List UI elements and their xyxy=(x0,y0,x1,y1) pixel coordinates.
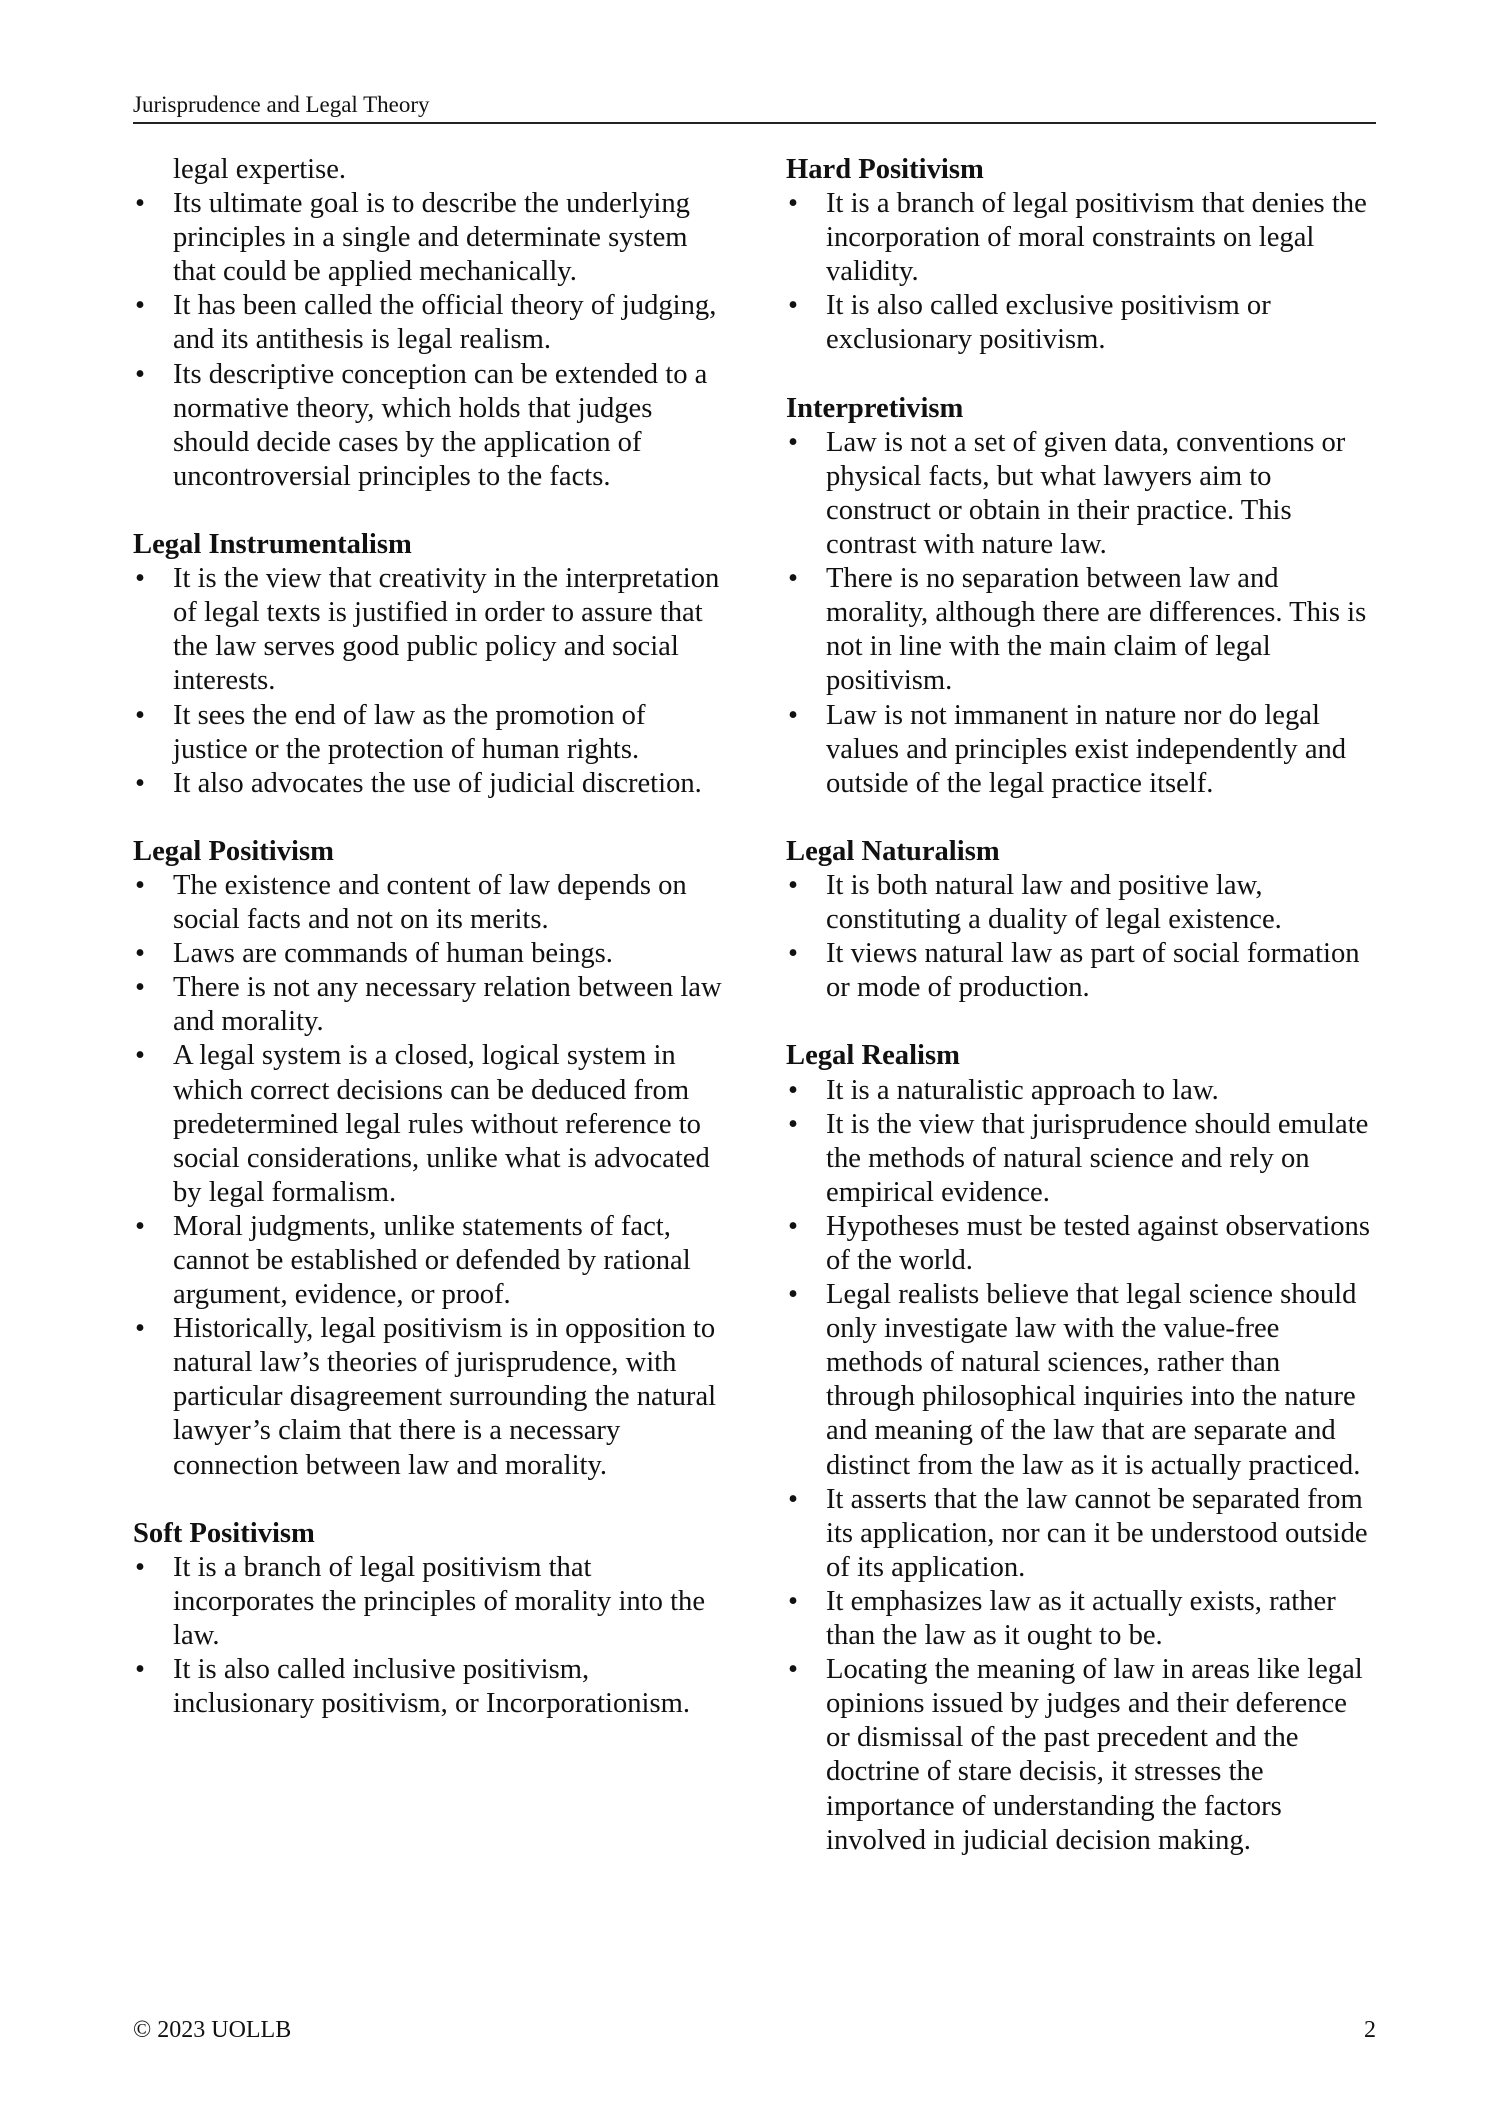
bullet-item: • It is the view that jurisprudence should emulate the methods of natural science and rely on empirical evidence. xyxy=(786,1108,1376,1210)
section-heading: Legal Realism xyxy=(786,1040,960,1072)
section-heading: Legal Instrumentalism xyxy=(133,529,412,561)
copyright-text: © 2023 UOLLB xyxy=(133,2017,292,2043)
section-soft-positivism xyxy=(133,1517,723,1722)
bullet-item: • It is also called exclusive positivism or exclusionary positivism. xyxy=(786,289,1376,357)
bullet-list xyxy=(133,869,723,1483)
bullet-item: • It asserts that the law cannot be separated from its application, nor can it be understood outside of its application. xyxy=(786,1483,1376,1585)
bullet-item: • It is a branch of legal positivism that incorporates the principles of morality into the law. xyxy=(133,1551,723,1653)
bullet-item: • Historically, legal positivism is in opposition to natural law’s theories of jurisprudence, with particular disagreement surrounding the natural lawyer’s claim that there is a necessary connection between law and morality. xyxy=(133,1312,723,1482)
bullet-item: • The existence and content of law depends on social facts and not on its merits. xyxy=(133,869,723,937)
bullet-item: • It is a branch of legal positivism that denies the incorporation of moral constraints on legal validity. xyxy=(786,187,1376,289)
content-columns xyxy=(133,153,1376,1983)
bullet-list xyxy=(786,869,1376,1005)
section-hard-positivism xyxy=(786,153,1376,358)
bullet-item: • There is not any necessary relation between law and morality. xyxy=(133,971,723,1039)
bullet-item: • It is the view that creativity in the interpretation of legal texts is justified in order to assure that the law serves good public policy and social interests. xyxy=(133,562,723,698)
bullet-item: • Legal realists believe that legal science should only investigate law with the value-free methods of natural sciences, rather than through philosophical inquiries into the nature and meaning of the law that are separate and distinct from the law as it is actually practiced. xyxy=(786,1278,1376,1483)
continuation-section xyxy=(133,187,723,494)
bullet-item: • It is both natural law and positive law, constituting a duality of legal existence. xyxy=(786,869,1376,937)
bullet-item: • Laws are commands of human beings. xyxy=(133,937,723,971)
section-heading: Interpretivism xyxy=(786,392,964,424)
section-legal-realism xyxy=(786,1039,1376,1857)
bullet-item: • There is no separation between law and morality, although there are differences. This is not in line with the main claim of legal positivism. xyxy=(786,562,1376,698)
bullet-item: • It has been called the official theory of judging, and its antithesis is legal realism. xyxy=(133,289,723,357)
bullet-item: • Locating the meaning of law in areas like legal opinions issued by judges and their deference or dismissal of the past precedent and the doctrine of stare decisis, it stresses the importance of understanding the factors involved in judicial decision making. xyxy=(786,1653,1376,1858)
bullet-item: • It also advocates the use of judicial discretion. xyxy=(133,767,723,801)
bullet-item: • It sees the end of law as the promotion of justice or the protection of human rights. xyxy=(133,699,723,767)
left-column xyxy=(133,153,723,1983)
section-legal-positivism xyxy=(133,835,723,1483)
continuation-bullet-list xyxy=(133,187,723,494)
bullet-item: • Law is not immanent in nature nor do legal values and principles exist independently and outside of the legal practice itself. xyxy=(786,699,1376,801)
right-column xyxy=(786,153,1376,1983)
page-number: 2 xyxy=(1364,2017,1376,2043)
bullet-item: • It is a naturalistic approach to law. xyxy=(786,1074,1376,1108)
bullet-list xyxy=(133,1551,723,1721)
section-legal-naturalism xyxy=(786,835,1376,1005)
continuation-text: legal expertise. xyxy=(173,154,347,185)
section-interpretivism xyxy=(786,392,1376,801)
section-legal-instrumentalism xyxy=(133,528,723,801)
page-header xyxy=(133,92,1376,124)
bullet-list xyxy=(786,426,1376,801)
bullet-item: • Its ultimate goal is to describe the underlying principles in a single and determinate system that could be applied mechanically. xyxy=(133,187,723,289)
page-footer xyxy=(133,2016,1376,2044)
section-heading: Legal Positivism xyxy=(133,835,334,867)
bullet-item: • Moral judgments, unlike statements of fact, cannot be established or defended by rational argument, evidence, or proof. xyxy=(133,1210,723,1312)
document-title: Jurisprudence and Legal Theory xyxy=(133,92,430,117)
bullet-item: • Its descriptive conception can be extended to a normative theory, which holds that judges should decide cases by the application of uncontroversial principles to the facts. xyxy=(133,358,723,494)
bullet-item: • Law is not a set of given data, conventions or physical facts, but what lawyers aim to construct or obtain in their practice. This contrast with nature law. xyxy=(786,426,1376,562)
bullet-item: • It views natural law as part of social formation or mode of production. xyxy=(786,937,1376,1005)
section-heading: Soft Positivism xyxy=(133,1517,315,1549)
bullet-item: • A legal system is a closed, logical system in which correct decisions can be deduced from predetermined legal rules without reference to social considerations, unlike what is advocated by legal formalism. xyxy=(133,1039,723,1209)
bullet-item: • It emphasizes law as it actually exists, rather than the law as it ought to be. xyxy=(786,1585,1376,1653)
bullet-list xyxy=(786,187,1376,357)
bullet-list xyxy=(786,1074,1376,1858)
bullet-item: • It is also called inclusive positivism, inclusionary positivism, or Incorporationism. xyxy=(133,1653,723,1721)
bullet-item: • Hypotheses must be tested against observations of the world. xyxy=(786,1210,1376,1278)
section-heading: Legal Naturalism xyxy=(786,835,1000,867)
section-heading: Hard Positivism xyxy=(786,154,984,185)
bullet-list xyxy=(133,562,723,801)
